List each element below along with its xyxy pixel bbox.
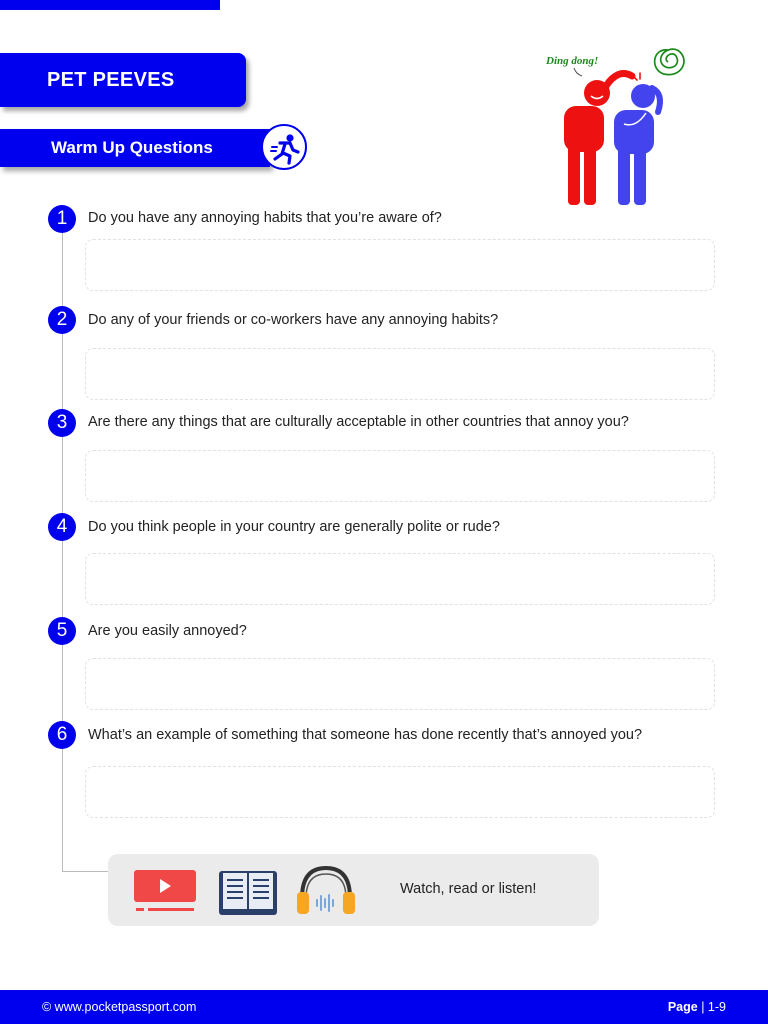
headphones-icon[interactable] [295,864,357,923]
question-number-5: 5 [48,617,76,645]
section-heading [0,129,270,167]
question-text-4: Do you think people in your country are generally polite or rude? [88,519,500,535]
video-play-icon[interactable] [134,870,196,921]
question-text-3: Are there any things that are culturally acceptable in other countries that annoy you? [88,414,629,430]
answer-field-1[interactable] [85,239,715,291]
question-text-5: Are you easily annoyed? [88,623,247,639]
section-heading-text: Warm Up Questions [51,138,213,157]
top-accent-bar [0,0,220,10]
question-text-2: Do any of your friends or co-workers have any annoying habits? [88,312,499,328]
question-text-6: What’s an example of something that someone has done recently that’s annoyed you? [88,727,643,743]
page-title-text: PET PEEVES [47,68,175,91]
question-number-4: 4 [48,513,76,541]
question-number-6: 6 [48,721,76,749]
runner-icon [261,124,307,170]
question-number-2: 2 [48,306,76,334]
annoyed-people-illustration [540,40,700,210]
answer-field-5[interactable] [85,658,715,710]
timeline-connector [62,871,114,872]
answer-field-3[interactable] [85,450,715,502]
page-footer [0,990,768,1024]
open-book-icon[interactable] [218,868,278,921]
answer-field-4[interactable] [85,553,715,605]
footer-copyright: © www.pocketpassport.com [42,1000,197,1014]
answer-field-6[interactable] [85,766,715,818]
media-panel [108,854,599,926]
answer-field-2[interactable] [85,348,715,400]
question-number-1: 1 [48,205,76,233]
page-title [0,53,246,107]
question-text-1: Do you have any annoying habits that you’re aware of? [88,210,442,226]
question-number-3: 3 [48,409,76,437]
page-label: Page [667,1000,698,1014]
footer-page-info [668,1000,726,1014]
speech-text: Ding dong! [546,55,599,67]
media-label: Watch, read or listen! [400,881,537,897]
page-number: | 1-9 [701,1000,726,1014]
